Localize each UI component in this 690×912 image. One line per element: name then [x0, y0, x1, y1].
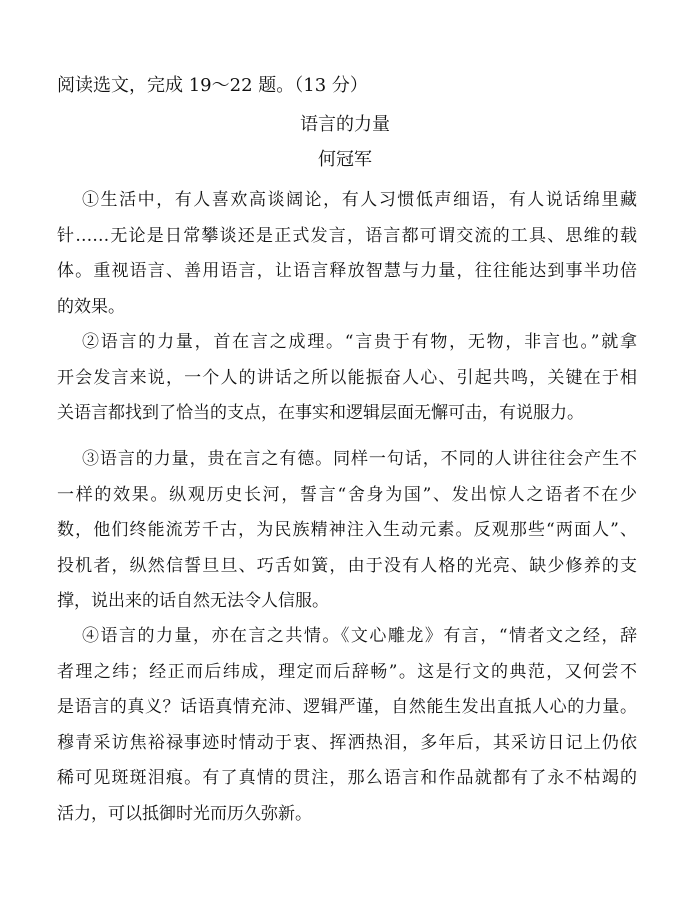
paragraph-line: 穆青采访焦裕禄事迹时情动于衷、挥洒热泪，多年后，其采访日记上仍依 [57, 732, 637, 753]
paragraph-1 [57, 183, 637, 325]
paragraph-line: 开会发言来说，一个人的讲话之所以能振奋人心、引起共鸣，关键在于相 [57, 367, 637, 388]
paragraph-line: 投机者，纵然信誓旦旦、巧舌如簧，由于没有人格的光亮、缺少修养的支 [57, 555, 637, 576]
paragraph-line: 撑，说出来的话自然无法令人信服。 [57, 591, 329, 611]
paragraph-line: ④语言的力量，亦在言之共情。《文心雕龙》有言，“情者文之经，辞 [82, 626, 637, 646]
paragraph-line: 活力，可以抵御时光而历久弥新。 [57, 803, 312, 824]
question-instruction: 阅读选文，完成 19～22 题。（13 分） [57, 75, 368, 96]
paragraph-line: 一样的效果。纵观历史长河，誓言“舍身为国”、发出惊人之语者不在少 [57, 484, 637, 505]
paragraph-line: 体。重视语言、善用语言，让语言释放智慧与力量，往往能达到事半功倍 [57, 261, 637, 281]
article-title: 语言的力量 [300, 114, 390, 135]
paragraph-line: 稀可见斑斑泪痕。有了真情的贯注，那么语言和作品就都有了永不枯竭的 [57, 768, 637, 788]
article-author: 何冠军 [318, 149, 372, 170]
paragraph-line: 的效果。 [57, 296, 125, 317]
paragraph-line: 针……无论是日常攀谈还是正式发言，语言都可谓交流的工具、思维的载 [57, 225, 637, 246]
paragraph-line: ②语言的力量，首在言之成理。“言贵于有物，无物，非言也。”就拿 [82, 332, 637, 352]
paragraph-line: 是语言的真义？话语真情充沛、逻辑严谨，自然能生发出直抵人心的力量。 [57, 697, 637, 717]
paragraph-line: 数，他们终能流芳千古，为民族精神注入生动元素。反观那些“两面人”、 [57, 520, 637, 540]
paragraph-2 [57, 325, 637, 432]
paragraph-line: ①生活中，有人喜欢高谈阔论，有人习惯低声细语，有人说话绵里藏 [82, 190, 637, 210]
paragraph-4 [57, 619, 637, 832]
paragraph-line: ③语言的力量，贵在言之有德。同样一句话，不同的人讲往往会产生不 [82, 449, 637, 469]
paragraph-line: 者理之纬；经正而后纬成，理定而后辞畅”。这是行文的典范，又何尝不 [57, 661, 637, 682]
paragraph-line: 关语言都找到了恰当的支点，在事实和逻辑层面无懈可击，有说服力。 [57, 403, 584, 423]
paragraph-3 [57, 442, 637, 620]
